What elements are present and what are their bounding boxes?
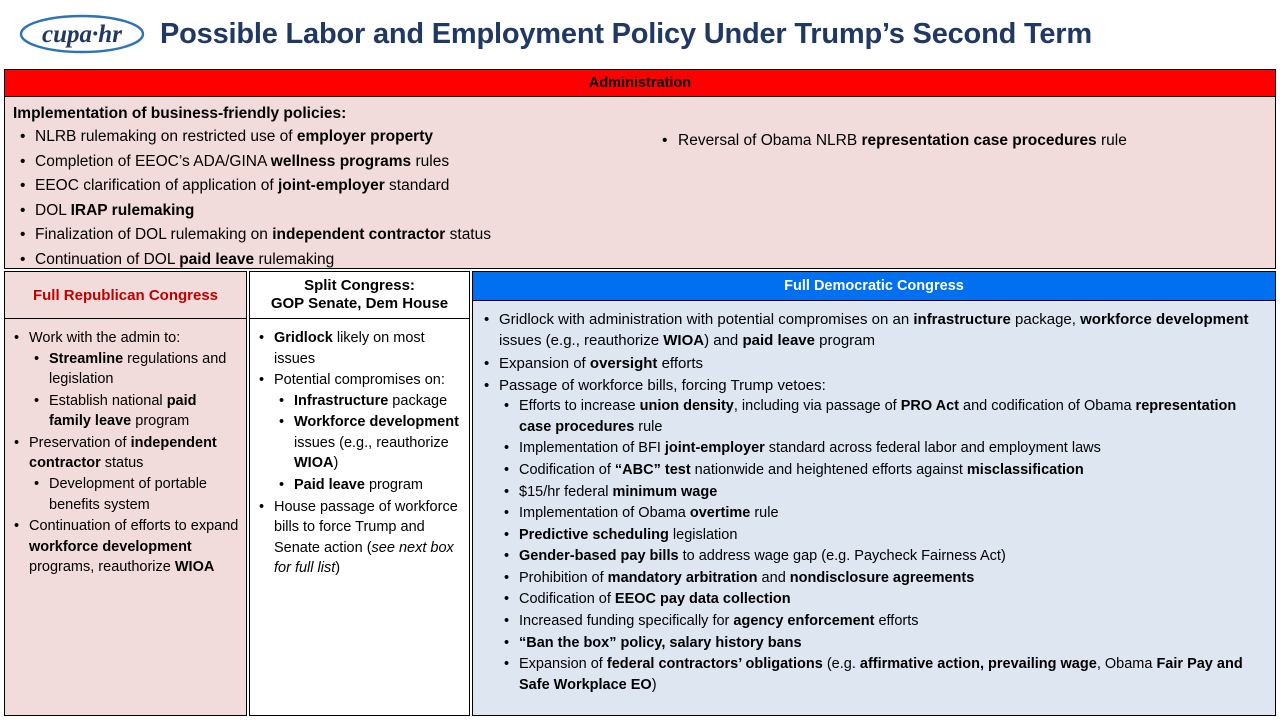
sub-bullet-item: • Increased funding specifically for agency enforcement efforts [499,611,1269,632]
sub-bullet-item: • Streamline regulations and legislation [29,349,242,390]
sub-bullet-item: • Codification of “ABC” test nationwide and heightened efforts against misclassification [499,460,1269,481]
administration-body [4,97,1276,269]
bullet-item: • NLRB rulemaking on restricted use of employer property [13,126,634,148]
administration-left-list [13,126,634,271]
bullet-item: • Work with the admin to: • Streamline regulations and legislation • Establish national paid family leave program [7,328,242,432]
sub-bullet-item: • Gender-based pay bills to address wage gap (e.g. Paycheck Fairness Act) [499,546,1269,567]
democratic-congress-body [472,301,1276,716]
administration-lead-in: Implementation of business-friendly policies: [13,105,347,122]
bullet-item: • Completion of EEOC’s ADA/GINA wellness programs rules [13,151,634,173]
bullet-item: • Continuation of DOL paid leave rulemaking [13,249,634,271]
sub-bullet-item: • Codification of EEOC pay data collection [499,589,1269,610]
sub-bullet-item: • Efforts to increase union density, including via passage of PRO Act and codification of Obama representation case procedures rule [499,396,1269,437]
administration-right-column [640,97,1275,268]
sub-bullet-item: • $15/hr federal minimum wage [499,482,1269,503]
sub-bullet-item: • Expansion of federal contractors’ obligations (e.g. affirmative action, prevailing wage, Obama Fair Pay and Safe Workplace EO) [499,654,1269,695]
administration-right-list [648,130,1269,152]
bullet-item: • Passage of workforce bills, forcing Trump vetoes: • Efforts to increase union density, including via passage of PRO Act and codification of Obama representation case procedures rule • Implementation of BFI joint-employer standard across federal labor and employment laws • Codification of “ABC” test nationwide and heightened efforts against misclassification • $15/hr federal minimum wage • Implementation of Obama overtime rule • Predictive scheduling legislation • Gender-based pay bills to address wage gap (e.g. Paycheck Fairness Act) • Prohibition of mandatory arbitration and nondisclosure agreements • Codification of EEOC pay data collection • Increased funding specifically for agency enforcement efforts • “Ban the box” policy, salary history bans • Expansion of federal contractors’ obligations (e.g. affirmative action, prevailing wage, Obama Fair Pay and Safe Workplace EO) [477,375,1269,695]
administration-header: Administration [4,69,1276,97]
svg-text:cupa·hr: cupa·hr [42,21,122,48]
republican-congress-header: Full Republican Congress [4,271,247,319]
sub-bullet-list [499,396,1269,695]
sub-bullet-list [29,474,242,515]
bullet-item: • Gridlock with administration with potential compromises on an infrastructure package, workforce development issues (e.g., reauthorize WIOA) and paid leave program [477,309,1269,352]
republican-list [7,328,242,578]
sub-bullet-list [29,349,242,432]
bullet-item: • Reversal of Obama NLRB representation case procedures rule [648,130,1269,152]
split-congress-body [249,319,470,716]
cupa-hr-logo [18,11,146,57]
sub-bullet-item: • Predictive scheduling legislation [499,525,1269,546]
bullet-item: • Gridlock likely on most issues [252,328,465,369]
sub-bullet-list [274,391,465,496]
bullet-item: • Continuation of efforts to expand workforce development programs, reauthorize WIOA [7,516,242,578]
sub-bullet-item: • Infrastructure package [274,391,465,412]
bullet-item: • Expansion of oversight efforts [477,353,1269,374]
sub-bullet-item: • Implementation of Obama overtime rule [499,503,1269,524]
sub-bullet-item: • Development of portable benefits system [29,474,242,515]
republican-congress-body [4,319,247,716]
split-congress-header-line1: Split Congress: [304,277,415,295]
administration-left-column [5,97,640,268]
bullet-item: • Preservation of independent contractor status • Development of portable benefits system [7,433,242,515]
slide-header [0,0,1280,68]
split-list [252,328,465,579]
bullet-item: • House passage of workforce bills to force Trump and Senate action (see next box for full list) [252,497,465,579]
sub-bullet-item: • Prohibition of mandatory arbitration and nondisclosure agreements [499,568,1269,589]
bullet-item: • EEOC clarification of application of joint-employer standard [13,175,634,197]
democratic-congress-header: Full Democratic Congress [472,271,1276,301]
split-congress-header-line2: GOP Senate, Dem House [270,295,449,312]
sub-bullet-item: • Implementation of BFI joint-employer standard across federal labor and employment laws [499,438,1269,459]
sub-bullet-item: • Paid leave program [274,475,465,496]
bullet-item: • Finalization of DOL rulemaking on independent contractor status [13,224,634,246]
page-title: Possible Labor and Employment Policy Under Trump’s Second Term [160,17,1092,50]
bullet-item: • Potential compromises on: • Infrastructure package • Workforce development issues (e.g., reauthorize WIOA) • Paid leave program [252,370,465,495]
sub-bullet-item: • “Ban the box” policy, salary history bans [499,633,1269,654]
democratic-list [477,309,1269,695]
split-congress-header [249,271,470,319]
sub-bullet-item: • Establish national paid family leave program [29,391,242,432]
sub-bullet-item: • Workforce development issues (e.g., reauthorize WIOA) [274,412,465,474]
bullet-item: • DOL IRAP rulemaking [13,200,634,222]
